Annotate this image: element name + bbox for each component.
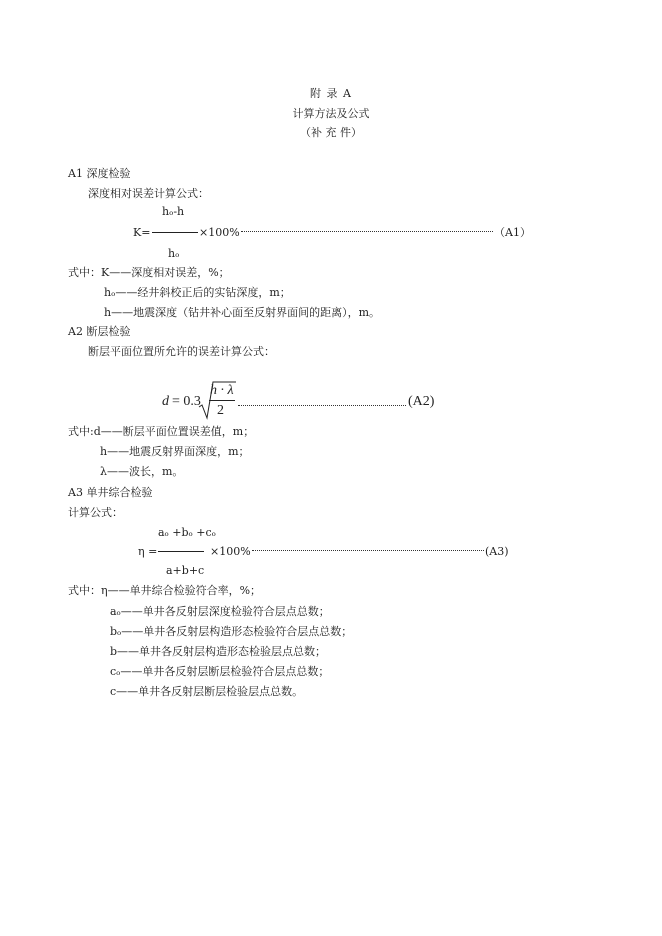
- a2-intro: 断层平面位置所允许的误差计算公式：: [88, 345, 275, 358]
- appendix-subtitle: （补 充 件）: [300, 126, 362, 139]
- a3-equation-label: (A3): [485, 545, 509, 558]
- a2-where-item: 式中:d——断层平面位置误差值，m；: [68, 425, 255, 438]
- a3-fraction-bar: [158, 551, 204, 552]
- a3-lhs: η =: [138, 545, 158, 558]
- appendix-label: 附 录 A: [310, 87, 352, 100]
- section-a2-heading: A2 断层检验: [68, 325, 131, 338]
- a2-where-item: λ——波长，m。: [100, 465, 184, 478]
- a3-intro: 计算公式：: [68, 506, 123, 519]
- a2-lhs-var: d: [162, 394, 169, 409]
- a1-where-item: h——地震深度（钻井补心面至反射界面间的距离），m。: [104, 306, 381, 319]
- a2-leader-dots: [238, 405, 406, 406]
- section-a1-heading: A1 深度检验: [68, 167, 131, 180]
- a2-equation-label: (A2): [408, 394, 435, 409]
- a2-where-item: h——地震反射界面深度，m；: [100, 445, 250, 458]
- a1-lhs: K=: [133, 226, 151, 239]
- a1-leader-dots: [241, 231, 493, 232]
- a1-numerator: hₒ-h: [162, 205, 185, 218]
- a1-where-item: 式中：K——深度相对误差，%；: [68, 266, 230, 279]
- a1-equation-label: （A1）: [494, 226, 531, 239]
- a1-fraction-bar: [152, 232, 198, 233]
- a3-where-item: bₒ——单井各反射层构造形态检验符合层点总数；: [110, 625, 353, 638]
- a2-denominator: 2: [217, 403, 224, 418]
- appendix-title: 计算方法及公式: [292, 107, 370, 120]
- a1-multiplier: ×100%: [199, 226, 240, 239]
- a3-numerator: aₒ +bₒ +cₒ: [158, 526, 216, 539]
- a3-leader-dots: [252, 550, 484, 551]
- a3-denominator: a+b+c: [166, 564, 205, 577]
- a1-where-item: hₒ——经井斜校正后的实钻深度，m；: [104, 286, 291, 299]
- a3-where-item: cₒ——单井各反射层断层检验符合层点总数；: [110, 665, 330, 678]
- a1-intro: 深度相对误差计算公式：: [88, 187, 209, 200]
- a3-where-item: b——单井各反射层构造形态检验层点总数；: [110, 645, 327, 658]
- a3-where-item: 式中：η——单井综合检验符合率，%；: [68, 584, 262, 597]
- a3-where-item: aₒ——单井各反射层深度检验符合层点总数；: [110, 605, 330, 618]
- a3-multiplier: ×100%: [210, 545, 251, 558]
- a1-denominator: hₒ: [168, 247, 180, 260]
- a2-fraction-bar: [209, 400, 235, 401]
- a3-where-item: c——单井各反射层断层检验层点总数。: [110, 685, 304, 698]
- section-a3-heading: A3 单井综合检验: [68, 486, 153, 499]
- a2-equals-coeff: = 0.3: [172, 394, 201, 409]
- a2-numerator: h · λ: [210, 383, 234, 398]
